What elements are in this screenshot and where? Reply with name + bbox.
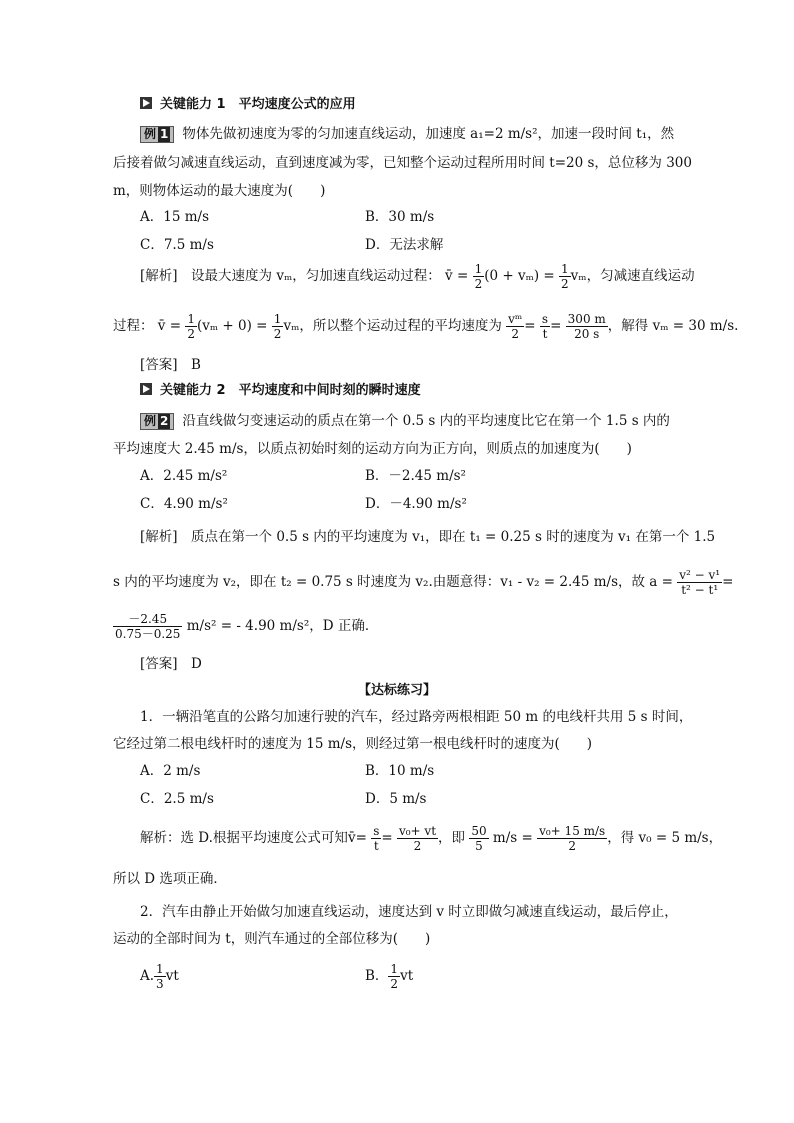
fraction-s-t [540,312,550,341]
question-2-line-2: 运动的全部时间为 t，则汽车通过的全部位移为( ) [113,931,431,947]
fraction-denominator: 20 s [574,327,600,341]
option-d: D．5 m/s [365,791,427,807]
analysis-text: vₘ，匀减速直线运动 [570,268,695,284]
fraction-numerator: v² − v¹ [679,568,721,582]
example-2-analysis-3 [113,612,378,641]
fraction-half [272,312,284,341]
fraction-denominator: 2 [561,277,569,291]
solution-text: ，得 v₀ = 5 m/s， [607,830,723,846]
fraction-denominator: 2 [273,327,282,341]
fraction-v0-15 [537,824,607,853]
example-badge [140,413,174,430]
option-value: vt [165,968,179,984]
option-label: B． [365,968,389,984]
section-header-2 [140,382,421,400]
solution-text: 解析：选 D.根据平均速度公式可知 [140,830,348,846]
fraction-numerator: vᵐ [508,312,523,326]
fraction-denominator: 3 [156,977,164,991]
example-1-analysis-1 [140,262,695,291]
example-badge [140,126,174,143]
example-1-analysis-2 [113,312,738,341]
option-a [140,962,179,991]
option-label: A. [140,968,155,984]
section-title-2: 关键能力 2 平均速度和中间时刻的瞬时速度 [160,383,421,398]
fraction-denominator: 2 [187,327,195,341]
fraction-one-third [154,962,166,991]
example-badge-label: 例 [144,414,157,428]
fraction-denominator: 2 [413,839,422,853]
question-2-line-1: 2．汽车由静止开始做匀加速直线运动，速度达到 v 时立即做匀减速直线运动，最后停止， [140,904,678,920]
fraction-denominator: t [542,327,548,341]
equals-sign: = [550,318,562,334]
fraction-v0-vt [397,824,438,853]
fraction-denominator: t [373,839,379,853]
equals-sign: = [722,574,734,590]
fraction-s-t [371,824,381,853]
analysis-text: m/s² = - 4.90 m/s²，D 正确． [186,618,379,634]
analysis-text: [解析] 设最大速度为 vₘ，匀加速直线运动过程： [140,268,441,284]
example-2-text: 沿直线做匀变速运动的质点在第一个 0.5 s 内的平均速度比它在第一个 1.5 s 内的 [182,413,670,429]
option-d: D．－4.90 m/s² [365,496,467,512]
fraction-numerator: s [541,312,549,326]
example-2-line-2: 平均速度大 2.45 m/s，以质点初始时刻的运动方向为正方向，则质点的加速度为( ) [113,441,632,457]
analysis-text: 过程： [113,318,154,334]
fraction-denominator: 5 [475,839,483,853]
question-1-line-2: 它经过第二根电线杆时的速度为 15 m/s，则经过第一根电线杆时的速度为( ) [113,736,593,752]
example-badge-number: 1 [160,127,169,141]
fraction-one-half [388,962,400,991]
analysis-text: (0 + vₘ) = [484,268,555,284]
fraction-numerator: 1 [273,312,282,326]
avg-velocity-symbol: v̄ = [445,268,469,284]
question-1-line-1: 1．一辆沿笔直的公路匀加速行驶的汽车，经过路旁两根相距 50 m 的电线杆共用 5 s 时间， [140,709,693,725]
option-c: C．2.5 m/s [140,791,214,807]
fraction-half [185,312,197,341]
option-a: A．15 m/s [140,209,209,225]
fraction-50-5 [469,824,488,853]
fraction-numerator: 1 [561,262,569,276]
example-2-analysis-1: [解析] 质点在第一个 0.5 s 内的平均速度为 v₁，即在 t₁ = 0.25 s 时的速度为 v₁ 在第一个 1.5 [140,529,716,545]
fraction-accel [677,568,722,597]
example-2-analysis-2 [113,568,733,597]
example-badge-label: 例 [144,127,157,141]
fraction-numerator: v₀+ vt [398,824,437,838]
avg-velocity-symbol: v̄ = [157,318,182,334]
fraction-numerator: 50 [471,824,487,838]
example-2-line-1 [140,412,670,430]
equals-sign: = [381,830,393,846]
option-c: C．4.90 m/s² [140,496,228,512]
option-b: B．－2.45 m/s² [365,468,466,484]
fraction-numerator: 1 [474,262,483,276]
analysis-text: ，解得 vₘ = 30 m/s. [607,318,739,334]
fraction-denominator: 2 [390,977,399,991]
option-c: C．7.5 m/s [140,237,214,253]
fraction-half [473,262,485,291]
fraction-denominator: 2 [568,839,576,853]
solution-text: ，即 [438,830,466,846]
fraction-value [113,612,182,641]
section-title-1: 关键能力 1 平均速度公式的应用 [160,97,356,112]
question-1-solution-end: 所以 D 选项正确． [113,871,227,887]
solution-text: m/s = [492,830,533,846]
fraction-numerator: s [373,824,380,838]
fraction-vm [506,312,524,341]
avg-velocity-symbol: v̄= [347,830,367,846]
example-1-line-1 [140,125,674,143]
question-1-solution [140,824,722,853]
option-value: vt [400,968,414,984]
fraction-denominator: 2 [511,327,520,341]
option-d: D．无法求解 [365,237,444,253]
fraction-denominator: t² − t¹ [681,583,719,597]
section-header-1 [140,96,356,114]
fraction-numerator: 1 [187,312,195,326]
fraction-numerator: v₀+ 15 m/s [539,824,606,838]
fraction-numerator: 1 [390,962,399,976]
option-a: A．2.45 m/s² [140,468,228,484]
fraction-300-20 [566,312,608,341]
option-b: B．30 m/s [365,209,435,225]
play-triangle-icon [140,383,152,395]
fraction-numerator: 1 [156,962,164,976]
example-1-line-3: m，则物体运动的最大速度为( ) [113,183,326,199]
fraction-denominator: 0.75－0.25 [115,627,181,641]
example-badge-number: 2 [160,414,169,428]
analysis-text: vₘ，所以整个运动过程的平均速度为 [283,318,502,334]
fraction-denominator: 2 [474,277,483,291]
equals-sign: = [524,318,536,334]
play-triangle-icon [140,97,152,109]
analysis-text: s 内的平均速度为 v₂，即在 t₂ = 0.75 s 时速度为 v₂.由题意得：v₁ - v₂ = 2.45 m/s，故 a = [113,574,673,590]
example-1-text: 物体先做初速度为零的匀加速直线运动，加速度 a₁=2 m/s²，加速一段时间 t₁，然 [182,126,675,142]
example-2-answer: [答案] D [140,656,202,672]
fraction-numerator: 300 m [567,312,606,326]
fraction-half [559,262,571,291]
example-1-line-2: 后接着做匀减速直线运动，直到速度减为零，已知整个运动过程所用时间 t=20 s，总位移为 300 [113,155,692,171]
option-b: B．10 m/s [365,763,435,779]
option-a: A．2 m/s [140,763,201,779]
option-b [365,962,413,991]
fraction-numerator: －2.45 [113,612,182,627]
practice-title: 【达标练习】 [357,683,436,698]
analysis-text: (vₘ + 0) = [196,318,268,334]
example-1-answer: [答案] B [140,357,201,373]
